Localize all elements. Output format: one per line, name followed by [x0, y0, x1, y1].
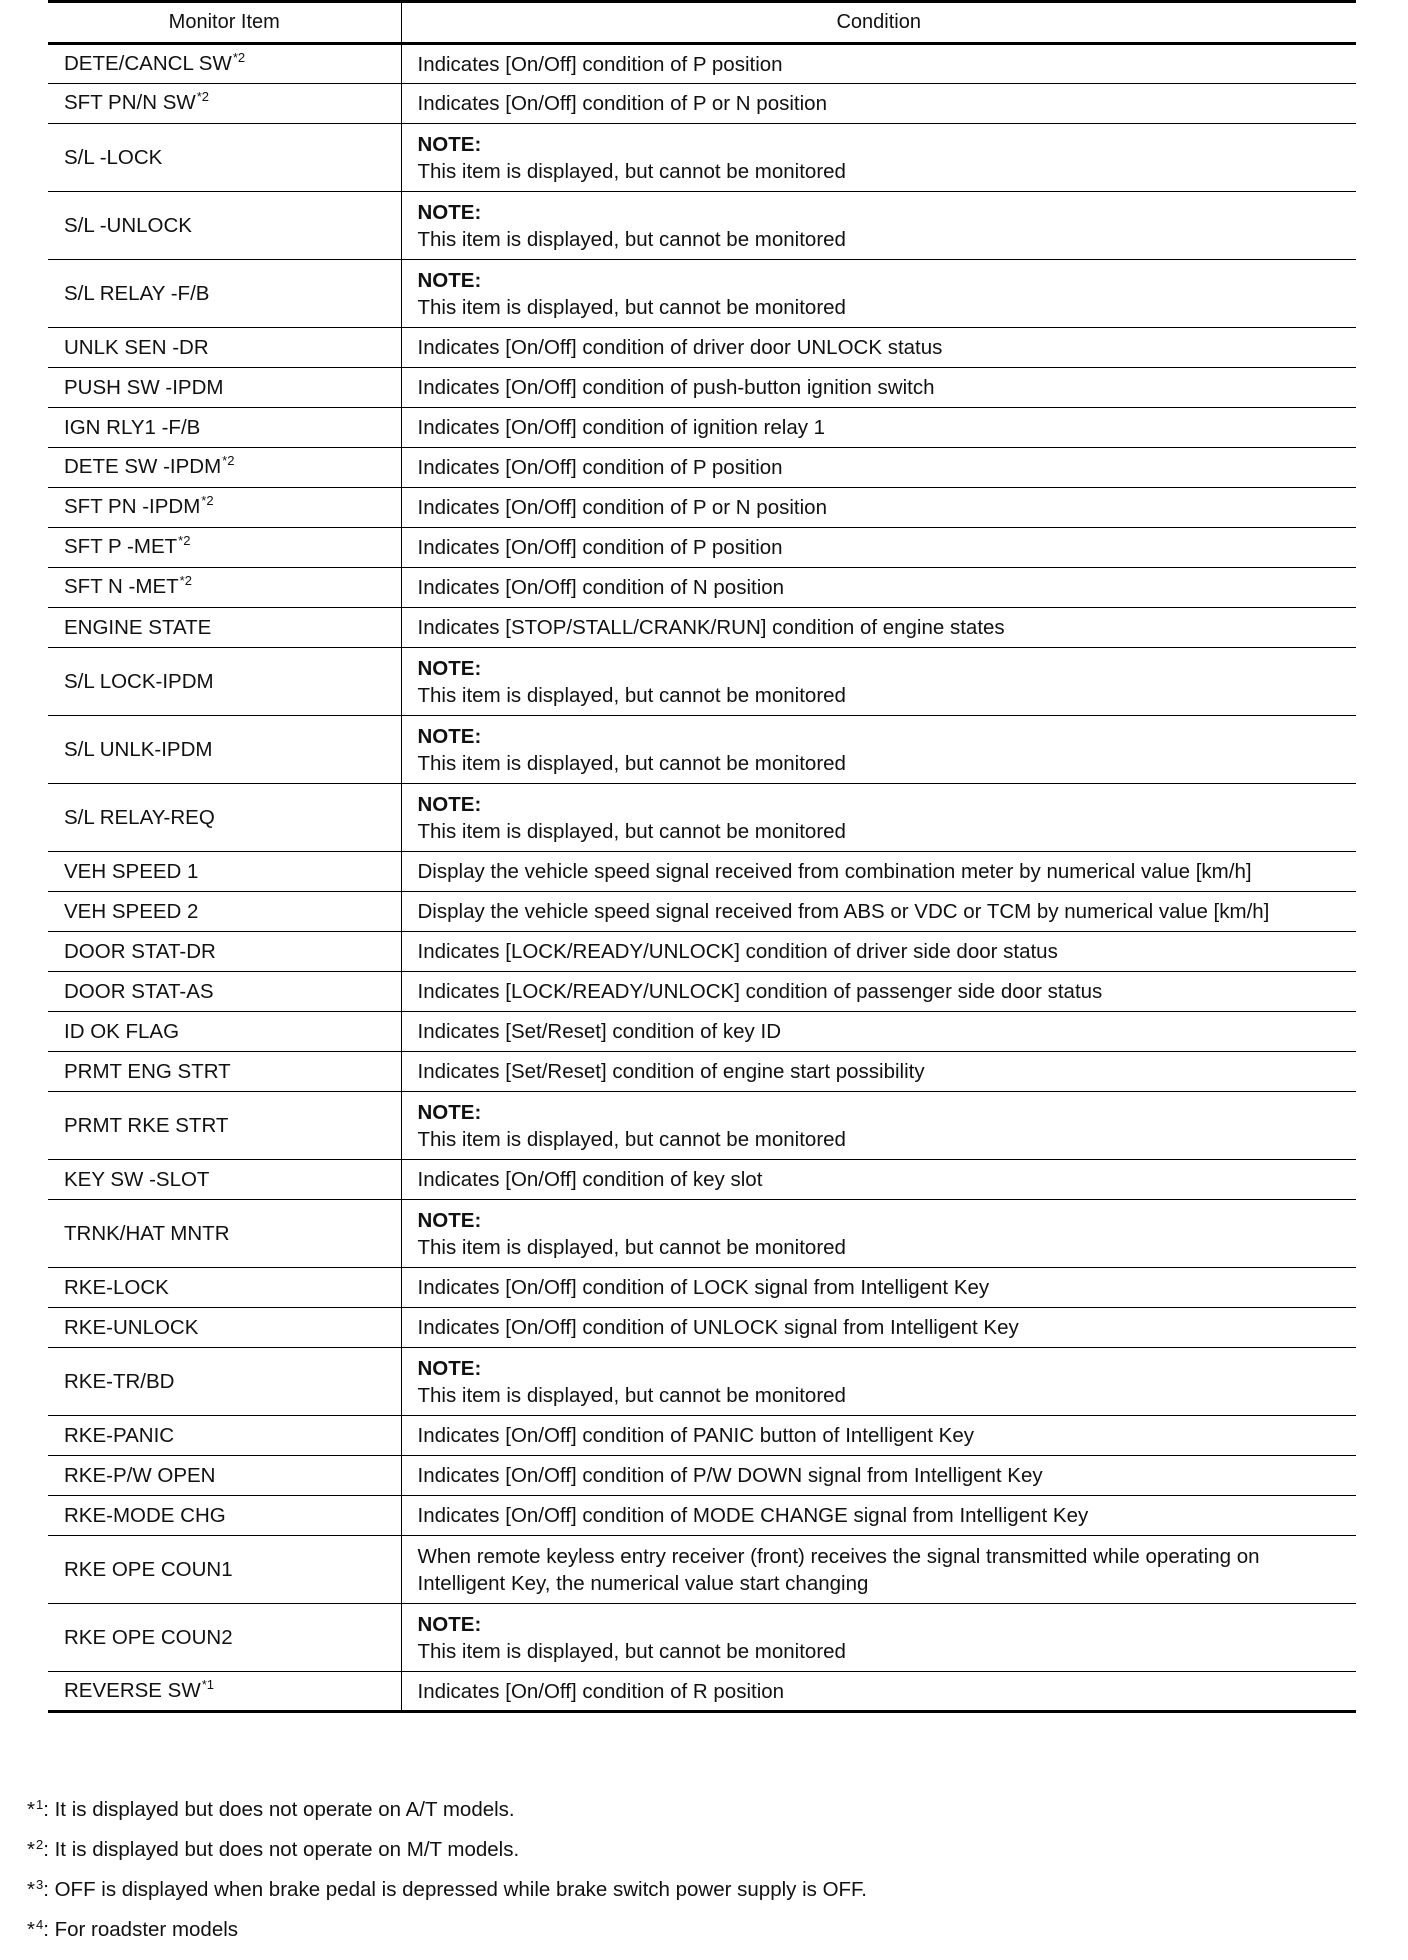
note-label: NOTE: [417, 1208, 482, 1232]
condition-text: Indicates [On/Off] condition of N position [417, 576, 785, 599]
monitor-item-cell [48, 44, 401, 84]
monitor-item-label: IGN RLY1 -F/B [64, 416, 201, 439]
condition-text: This item is displayed, but cannot be monitored [417, 295, 846, 319]
footnote [27, 1836, 867, 1876]
footnotes [27, 1796, 867, 1956]
footnote-reference: *1 [201, 1676, 214, 1692]
monitor-item-cell [48, 1200, 401, 1268]
monitor-item-label: PRMT ENG STRT [64, 1060, 231, 1083]
footnote-text: : For roadster models [43, 1918, 239, 1941]
condition-cell [401, 1456, 1356, 1496]
monitor-item-cell [48, 448, 401, 488]
condition-text: This item is displayed, but cannot be monitored [417, 1383, 846, 1407]
table-row [48, 784, 1356, 852]
table-row [48, 1672, 1356, 1712]
monitor-item-label: S/L LOCK-IPDM [64, 670, 214, 693]
monitor-item-cell [48, 1416, 401, 1456]
monitor-item-label: PRMT RKE STRT [64, 1114, 229, 1137]
condition-text: Indicates [On/Off] condition of LOCK signal from Intelligent Key [417, 1276, 990, 1299]
table-row [48, 368, 1356, 408]
condition-cell [401, 1604, 1356, 1672]
footnote-number: 3 [35, 1877, 44, 1892]
footnote-reference: *2 [178, 533, 191, 548]
footnote-reference: *2 [201, 493, 214, 508]
condition-text: This item is displayed, but cannot be monitored [417, 1235, 846, 1259]
condition-cell [401, 716, 1356, 784]
monitor-item-cell [48, 1012, 401, 1052]
condition-text: Indicates [On/Off] condition of PANIC button of Intelligent Key [417, 1424, 974, 1447]
monitor-item-label: RKE OPE COUN1 [64, 1558, 233, 1581]
condition-cell [401, 124, 1356, 192]
table-row [48, 44, 1356, 84]
monitor-item-cell [48, 608, 401, 648]
footnote-number: 4 [35, 1917, 44, 1932]
condition-text: Indicates [On/Off] condition of key slot [417, 1168, 763, 1191]
condition-text: This item is displayed, but cannot be monitored [417, 1639, 846, 1663]
footnote-text: : OFF is displayed when brake pedal is depressed while brake switch power supply is OFF. [43, 1878, 868, 1901]
table-row [48, 1536, 1356, 1604]
condition-cell [401, 1268, 1356, 1308]
table-row [48, 648, 1356, 716]
condition-text: Indicates [Set/Reset] condition of key ID [417, 1020, 781, 1043]
table-row [48, 1496, 1356, 1536]
condition-text: Indicates [On/Off] condition of P position [417, 52, 783, 76]
condition-text: Indicates [On/Off] condition of UNLOCK signal from Intelligent Key [417, 1316, 1019, 1339]
condition-text: This item is displayed, but cannot be monitored [417, 159, 846, 183]
condition-text: Indicates [LOCK/READY/UNLOCK] condition of driver side door status [417, 940, 1058, 963]
monitor-item-cell [48, 1456, 401, 1496]
monitor-item-label: SFT P -MET [64, 535, 178, 558]
condition-cell [401, 84, 1356, 124]
monitor-item-label: VEH SPEED 2 [64, 900, 199, 923]
monitor-item-label: S/L RELAY-REQ [64, 806, 215, 829]
footnote-mark: * [27, 1838, 35, 1861]
condition-text: This item is displayed, but cannot be monitored [417, 683, 846, 707]
footnote-number: 1 [35, 1797, 44, 1812]
monitor-item-label: DOOR STAT-AS [64, 980, 214, 1003]
table-row [48, 1268, 1356, 1308]
table-row [48, 260, 1356, 328]
condition-cell [401, 1052, 1356, 1092]
monitor-item-cell [48, 1308, 401, 1348]
monitor-item-table [48, 0, 1356, 1713]
footnote-reference: *2 [232, 49, 246, 65]
monitor-item-cell [48, 1348, 401, 1416]
note-label: NOTE: [417, 200, 482, 224]
monitor-item-label: KEY SW -SLOT [64, 1168, 210, 1191]
table-row [48, 448, 1356, 488]
table-row [48, 192, 1356, 260]
condition-text: Indicates [On/Off] condition of R position [417, 1679, 785, 1703]
monitor-item-label: ENGINE STATE [64, 616, 212, 639]
monitor-item-label: VEH SPEED 1 [64, 860, 199, 883]
condition-cell [401, 1092, 1356, 1160]
table-row [48, 124, 1356, 192]
table-row [48, 852, 1356, 892]
monitor-item-label: UNLK SEN -DR [64, 336, 209, 359]
monitor-item-label: SFT N -MET [64, 575, 179, 598]
condition-text: Indicates [On/Off] condition of push-button ignition switch [417, 376, 935, 399]
monitor-item-cell [48, 124, 401, 192]
condition-cell [401, 932, 1356, 972]
footnote-text: : It is displayed but does not operate on M/T models. [43, 1838, 520, 1861]
monitor-item-label: S/L -LOCK [64, 146, 163, 169]
condition-cell [401, 44, 1356, 84]
footnote [27, 1796, 867, 1836]
condition-text: When remote keyless entry receiver (front) receives the signal transmitted while operating on Intelligent Key, the numerical value start changing [417, 1544, 1260, 1595]
table-row [48, 1308, 1356, 1348]
condition-cell [401, 1496, 1356, 1536]
condition-text: Indicates [Set/Reset] condition of engine start possibility [417, 1060, 925, 1083]
monitor-item-cell [48, 408, 401, 448]
condition-cell [401, 1416, 1356, 1456]
condition-cell [401, 192, 1356, 260]
monitor-item-label: RKE-LOCK [64, 1276, 169, 1299]
monitor-item-cell [48, 1496, 401, 1536]
monitor-item-cell [48, 716, 401, 784]
monitor-item-cell [48, 1536, 401, 1604]
monitor-item-cell [48, 648, 401, 716]
table-row [48, 568, 1356, 608]
table-row [48, 1456, 1356, 1496]
footnote-mark: * [27, 1798, 35, 1821]
monitor-item-cell [48, 784, 401, 852]
table-body [48, 44, 1356, 1712]
footnote-reference: *2 [179, 573, 192, 588]
monitor-item-label: DETE/CANCL SW [64, 51, 232, 75]
monitor-item-label: RKE-P/W OPEN [64, 1464, 216, 1487]
table-row [48, 1052, 1356, 1092]
condition-text: This item is displayed, but cannot be monitored [417, 751, 846, 775]
table-row [48, 1604, 1356, 1672]
condition-cell [401, 1536, 1356, 1604]
condition-text: Indicates [On/Off] condition of P or N position [417, 92, 827, 115]
condition-cell [401, 1348, 1356, 1416]
monitor-item-label: DETE SW -IPDM [64, 455, 222, 478]
footnote [27, 1876, 867, 1916]
condition-text: This item is displayed, but cannot be monitored [417, 227, 846, 251]
condition-text: Display the vehicle speed signal received from ABS or VDC or TCM by numerical value [km/h] [417, 900, 1270, 923]
monitor-item-label: RKE-TR/BD [64, 1370, 175, 1393]
footnote-mark: * [27, 1878, 35, 1901]
monitor-item-cell [48, 1052, 401, 1092]
note-label: NOTE: [417, 1612, 482, 1636]
condition-cell [401, 528, 1356, 568]
monitor-item-cell [48, 972, 401, 1012]
monitor-item-cell [48, 192, 401, 260]
condition-cell [401, 1160, 1356, 1200]
table-row [48, 328, 1356, 368]
monitor-item-cell [48, 260, 401, 328]
condition-cell [401, 1672, 1356, 1712]
monitor-item-label: S/L UNLK-IPDM [64, 738, 213, 761]
note-label: NOTE: [417, 656, 482, 680]
table-row [48, 932, 1356, 972]
condition-cell [401, 1308, 1356, 1348]
monitor-item-label: PUSH SW -IPDM [64, 376, 224, 399]
table-row [48, 892, 1356, 932]
condition-text: Indicates [On/Off] condition of MODE CHANGE signal from Intelligent Key [417, 1504, 1089, 1527]
condition-cell [401, 488, 1356, 528]
condition-text: This item is displayed, but cannot be monitored [417, 819, 846, 843]
monitor-item-label: SFT PN -IPDM [64, 495, 201, 518]
note-label: NOTE: [417, 792, 482, 816]
monitor-item-cell [48, 568, 401, 608]
monitor-item-cell [48, 892, 401, 932]
condition-cell [401, 328, 1356, 368]
footnote-text: : It is displayed but does not operate on A/T models. [43, 1798, 515, 1821]
condition-text: Indicates [On/Off] condition of P or N position [417, 496, 827, 519]
condition-text: This item is displayed, but cannot be monitored [417, 1127, 846, 1151]
table-row [48, 1092, 1356, 1160]
monitor-item-label: S/L -UNLOCK [64, 214, 192, 237]
condition-cell [401, 648, 1356, 716]
note-label: NOTE: [417, 1100, 482, 1124]
monitor-item-cell [48, 932, 401, 972]
condition-cell [401, 408, 1356, 448]
table-row [48, 972, 1356, 1012]
condition-cell [401, 892, 1356, 932]
condition-cell [401, 568, 1356, 608]
monitor-item-cell [48, 84, 401, 124]
monitor-item-table-container [48, 0, 1356, 1713]
table-row [48, 84, 1356, 124]
monitor-item-cell [48, 488, 401, 528]
footnote-mark: * [27, 1918, 35, 1941]
footnote-reference: *2 [196, 89, 210, 104]
condition-text: Indicates [On/Off] condition of driver door UNLOCK status [417, 336, 943, 359]
monitor-item-label: TRNK/HAT MNTR [64, 1222, 230, 1245]
monitor-item-label: REVERSE SW [64, 1678, 201, 1702]
condition-cell [401, 1200, 1356, 1268]
condition-text: Indicates [On/Off] condition of P position [417, 456, 783, 479]
condition-text: Display the vehicle speed signal received from combination meter by numerical value [km/h] [417, 860, 1252, 883]
footnote [27, 1916, 867, 1956]
monitor-item-label: DOOR STAT-DR [64, 940, 216, 963]
condition-cell [401, 784, 1356, 852]
table-row [48, 1348, 1356, 1416]
table-row [48, 408, 1356, 448]
monitor-item-cell [48, 368, 401, 408]
monitor-item-label: RKE OPE COUN2 [64, 1626, 233, 1649]
note-label: NOTE: [417, 1356, 482, 1380]
monitor-item-cell [48, 1604, 401, 1672]
table-row [48, 1012, 1356, 1052]
table-row [48, 716, 1356, 784]
monitor-item-cell [48, 1092, 401, 1160]
monitor-item-label: RKE-UNLOCK [64, 1316, 199, 1339]
column-header-condition: Condition [401, 2, 1356, 44]
table-row [48, 608, 1356, 648]
monitor-item-cell [48, 328, 401, 368]
note-label: NOTE: [417, 724, 482, 748]
monitor-item-label: RKE-PANIC [64, 1424, 175, 1447]
table-row [48, 1200, 1356, 1268]
footnote-number: 2 [35, 1837, 44, 1852]
monitor-item-cell [48, 1160, 401, 1200]
condition-cell [401, 368, 1356, 408]
monitor-item-cell [48, 528, 401, 568]
condition-cell [401, 448, 1356, 488]
note-label: NOTE: [417, 132, 482, 156]
condition-text: Indicates [On/Off] condition of ignition relay 1 [417, 416, 826, 439]
footnote-reference: *2 [222, 453, 235, 468]
condition-cell [401, 1012, 1356, 1052]
condition-cell [401, 972, 1356, 1012]
monitor-item-cell [48, 1672, 401, 1712]
table-row [48, 1160, 1356, 1200]
column-header-monitor-item: Monitor Item [48, 2, 401, 44]
condition-text: Indicates [LOCK/READY/UNLOCK] condition of passenger side door status [417, 980, 1103, 1003]
table-header [48, 2, 1356, 44]
monitor-item-label: ID OK FLAG [64, 1020, 180, 1043]
monitor-item-label: SFT PN/N SW [64, 91, 196, 114]
table-row [48, 528, 1356, 568]
monitor-item-label: RKE-MODE CHG [64, 1504, 226, 1527]
monitor-item-cell [48, 1268, 401, 1308]
monitor-item-label: S/L RELAY -F/B [64, 282, 210, 305]
condition-cell [401, 608, 1356, 648]
condition-cell [401, 852, 1356, 892]
condition-text: Indicates [On/Off] condition of P position [417, 536, 783, 559]
table-row [48, 488, 1356, 528]
condition-text: Indicates [STOP/STALL/CRANK/RUN] condition of engine states [417, 616, 1005, 639]
condition-text: Indicates [On/Off] condition of P/W DOWN signal from Intelligent Key [417, 1464, 1043, 1487]
note-label: NOTE: [417, 268, 482, 292]
condition-cell [401, 260, 1356, 328]
monitor-item-cell [48, 852, 401, 892]
table-row [48, 1416, 1356, 1456]
